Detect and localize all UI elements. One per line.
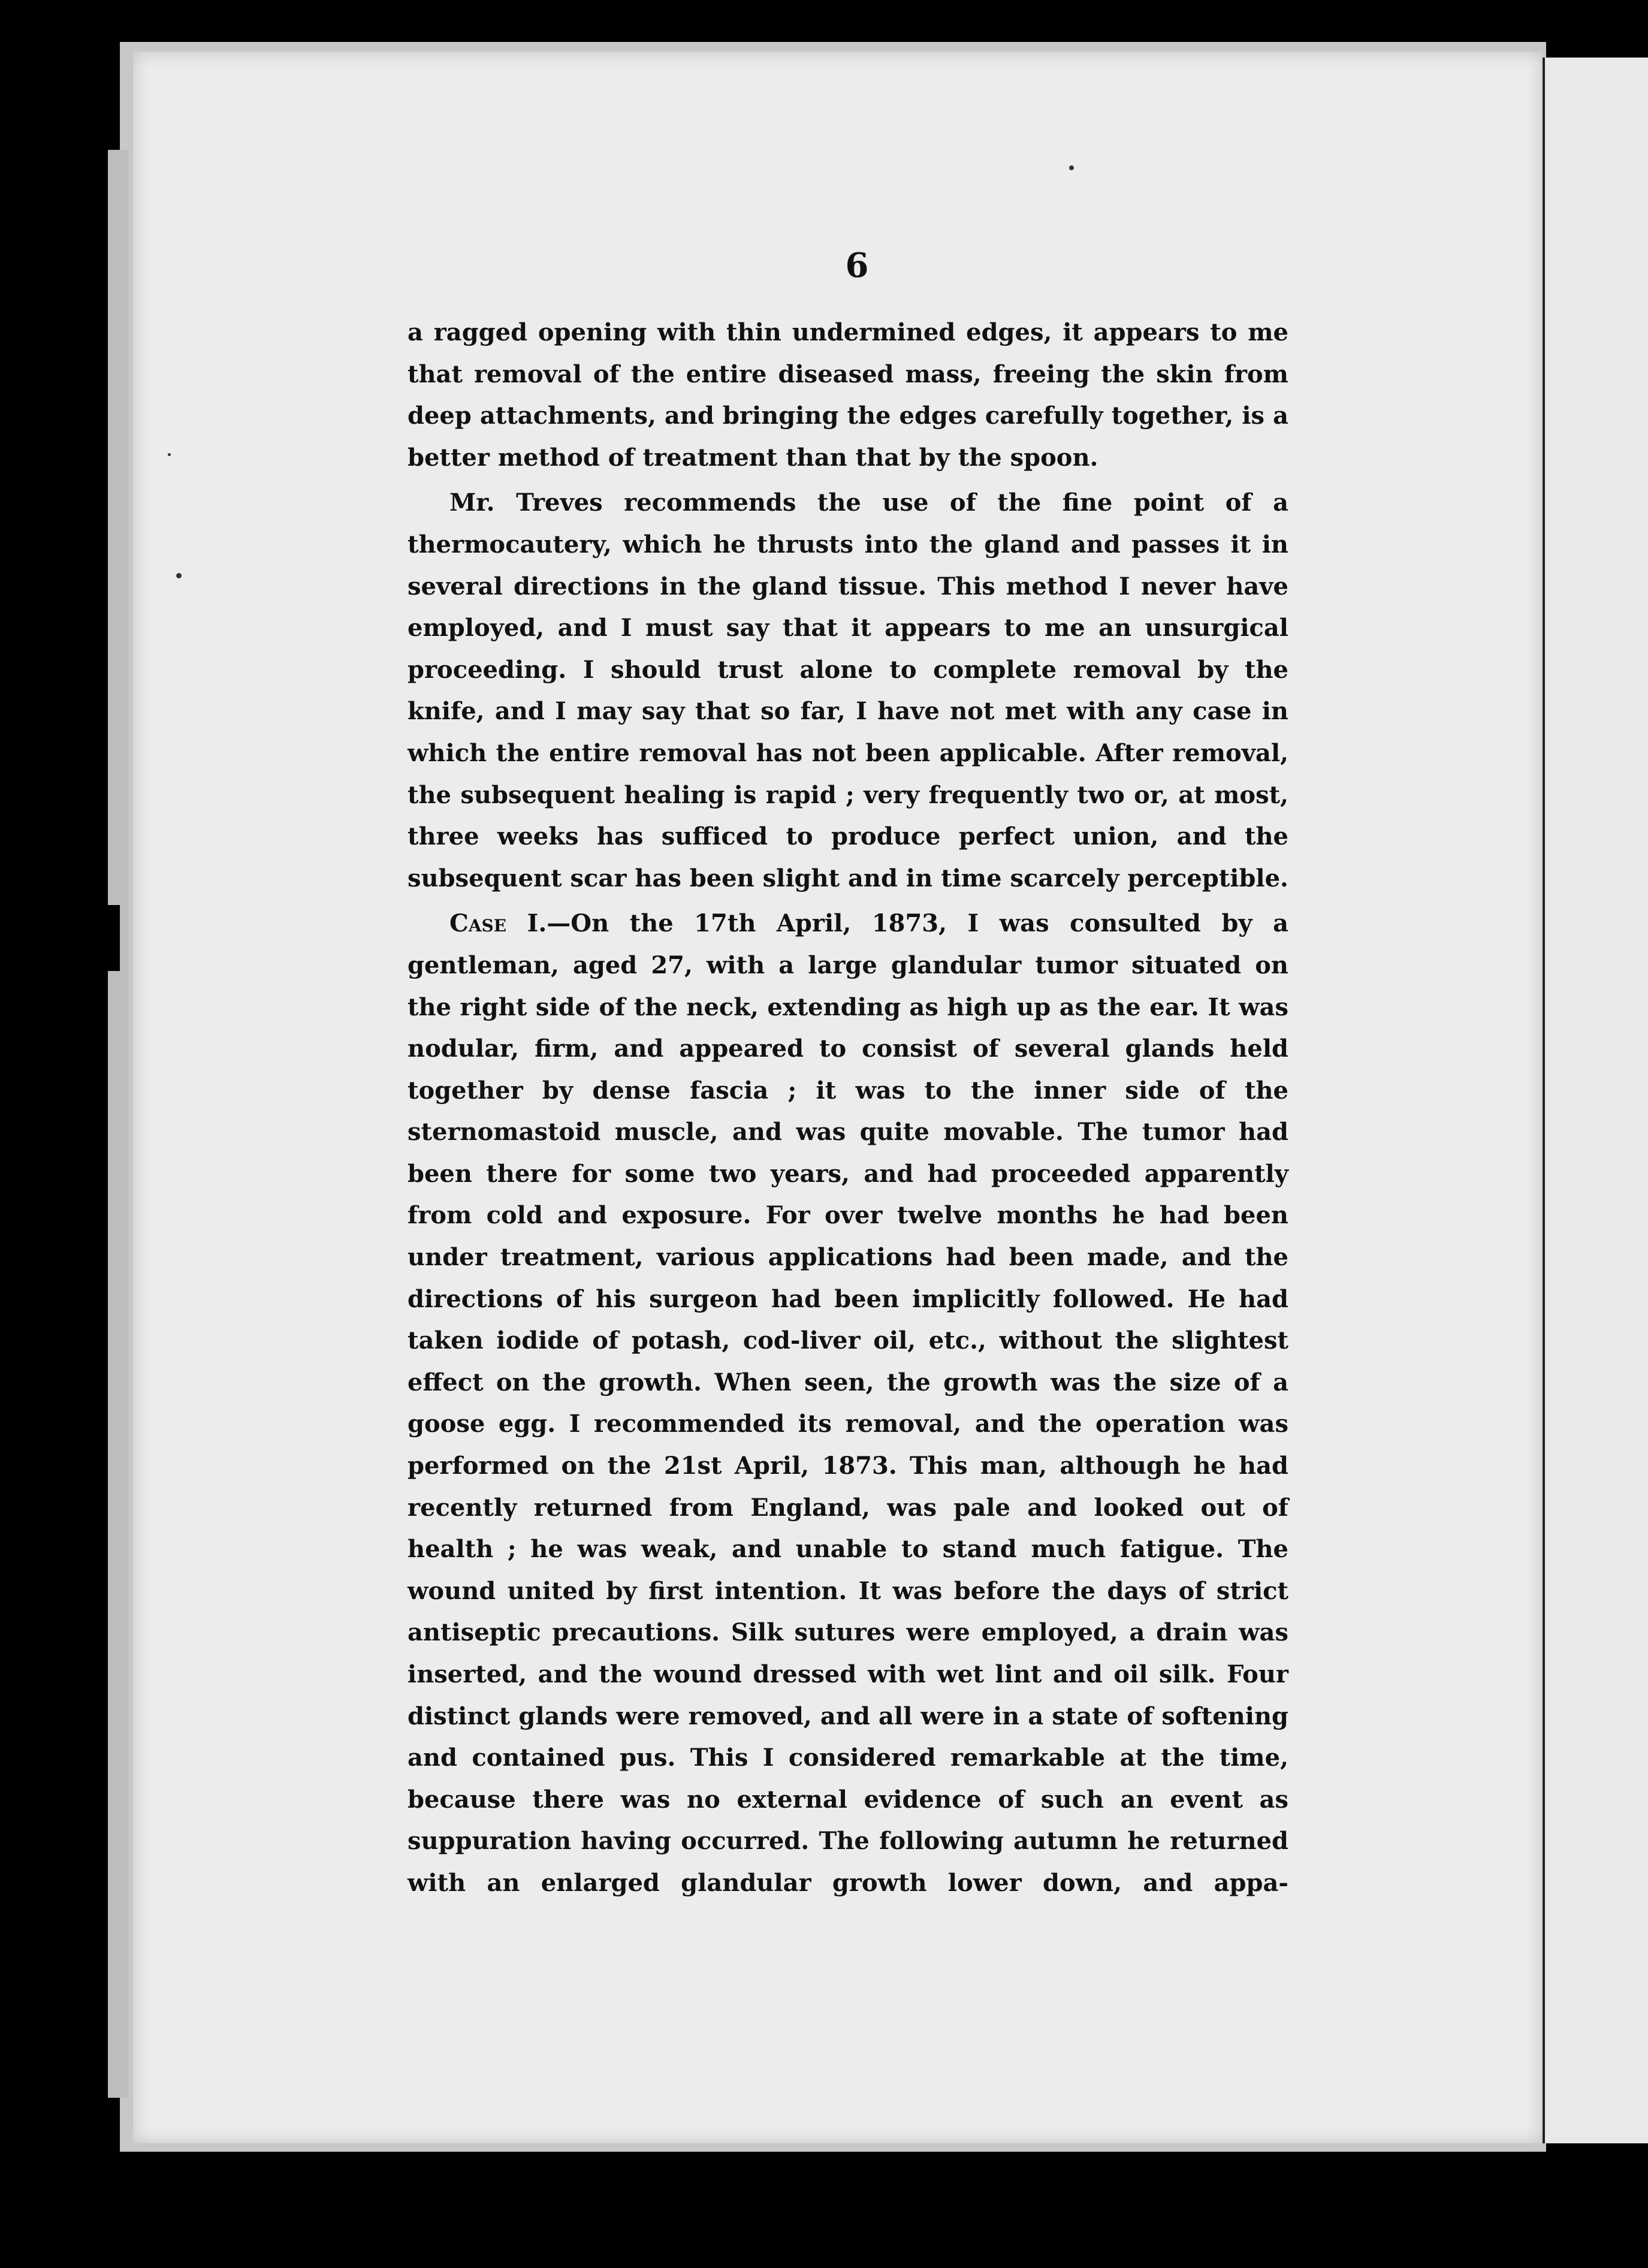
paragraph-1-text: a ragged opening with thin undermined edges, it appears to me that removal of the entire diseased mass, freeing the skin from deep attachments, and bringing the edges carefully together, is a better method of treatment than that by the spoon. [408, 318, 1288, 472]
case-heading: Case I. [449, 909, 547, 938]
paragraph-2 [408, 482, 1288, 899]
binding-notch [102, 905, 120, 971]
ink-speck [168, 453, 171, 456]
body-text [408, 312, 1288, 1904]
paragraph-2-text: Mr. Treves recommends the use of the fine point of a thermocautery, which he thrusts into the gland and passes it in several directions in the gland tissue. This method I never have employed, and I must say that it appears to me an unsurgical proceeding. I should trust alone to complete removal by the knife, and I may say that so far, I have not met with any case in which the entire removal has not been applicable. After removal, the subsequent healing is rapid ; very frequently two or, at most, three weeks has sufficed to produce perfect union, and the subsequent scar has been slight and in time scarcely perceptible. [408, 488, 1288, 892]
page-number: 6 [845, 246, 869, 285]
facing-page-edge [1540, 58, 1648, 2143]
paragraph-3-text: —On the 17th April, 1873, I was consulted by a gentleman, aged 27, with a large glandular tumor situated on the right side of the neck, extending as high up as the ear. It was nodular, firm, and appeared to consist of several glands held together by dense fascia ; it was to the inner side of the sternomastoid muscle, and was quite movable. The tumor had been there for some two years, and had proceeded apparently from cold and exposure. For over twelve months he had been under treatment, various applications had been made, and the directions of his surgeon had been implicitly followed. He had taken iodide of potash, cod-liver oil, etc., without the slightest effect on the growth. When seen, the growth was the size of a goose egg. I recommended its removal, and the operation was performed on the 21st April, 1873. This man, although he had recently returned from England, was pale and looked out of health ; he was weak, and unable to stand much fatigue. The wound united by first intention. It was before the days of strict antiseptic precautions. Silk sutures were employed, a drain was inserted, and the wound dressed with wet lint and oil silk. Four distinct glands were removed, and all were in a state of softening and contained pus. This I considered remarkable at the time, because there was no external evidence of such an event as suppuration having occurred. The following autumn he returned with an enlarged glandular growth lower down, and appa- [408, 909, 1289, 1897]
binding-edge [108, 150, 128, 2098]
ink-speck [176, 573, 182, 578]
paragraph-1 [408, 312, 1288, 478]
ink-speck [1069, 165, 1074, 170]
paragraph-3 [408, 903, 1288, 1904]
